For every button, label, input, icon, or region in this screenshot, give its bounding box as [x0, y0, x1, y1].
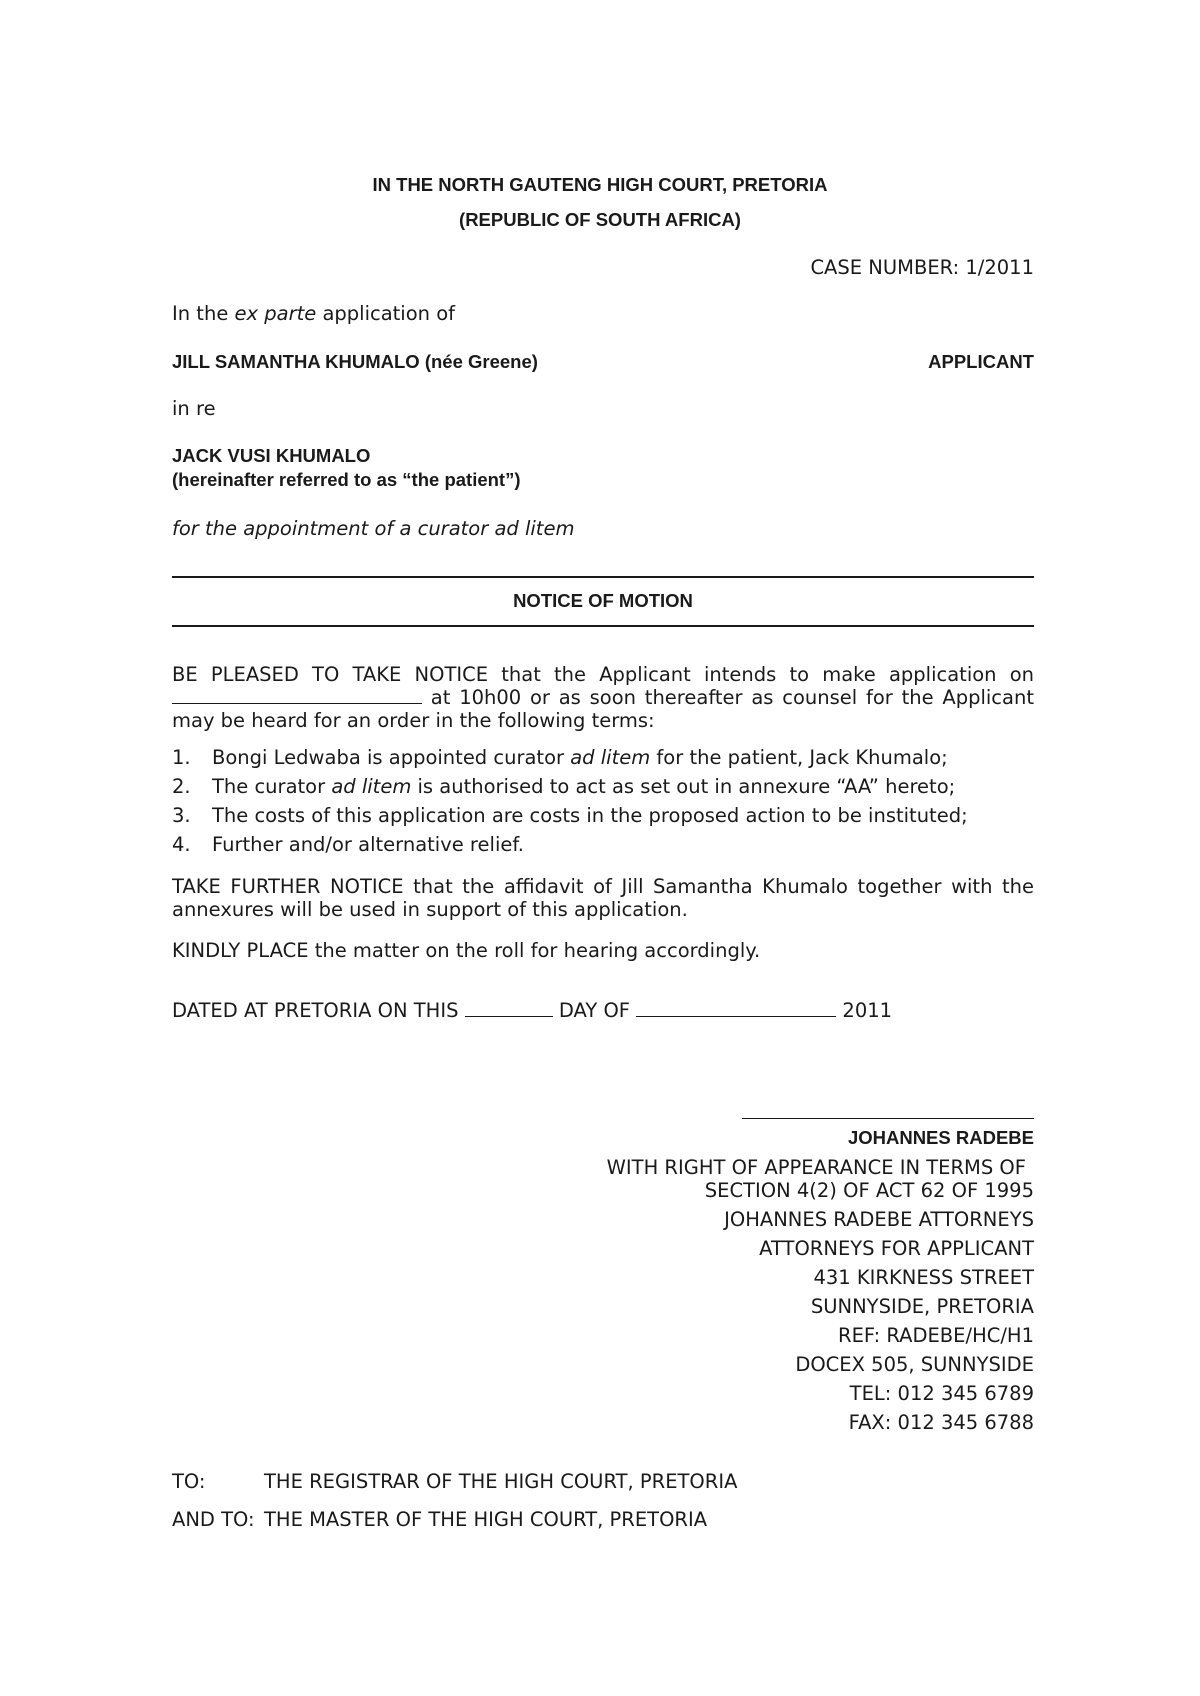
- dated-line: DATED AT PRETORIA ON THIS DAY OF 2011: [172, 999, 893, 1022]
- signature-line-2: SECTION 4(2) OF ACT 62 OF 1995: [704, 1179, 1034, 1202]
- notice-title: NOTICE OF MOTION: [513, 590, 693, 611]
- signature-line-1: WITH RIGHT OF APPEARANCE IN TERMS OF: [606, 1156, 1026, 1179]
- order-item-3: 3. The costs of this application are costs in the proposed action to be instituted;: [172, 804, 968, 827]
- recipient-value-2: THE MASTER OF THE HIGH COURT, PRETORIA: [264, 1508, 708, 1531]
- case-number: CASE NUMBER: 1/2011: [810, 256, 1034, 279]
- order-item-1: 1. Bongi Ledwaba is appointed curator ad litem for the patient, Jack Khumalo;: [172, 746, 948, 769]
- signature-line-10: FAX: 012 345 6788: [848, 1411, 1034, 1434]
- month-blank: [636, 1001, 836, 1017]
- date-blank: [172, 688, 422, 704]
- republic-heading: (REPUBLIC OF SOUTH AFRICA): [459, 209, 741, 230]
- recipient-value-1: THE REGISTRAR OF THE HIGH COURT, PRETORIA: [264, 1470, 738, 1493]
- further-notice-line-2: annexures will be used in support of this application.: [172, 898, 688, 921]
- notice-line-1: BE PLEASED TO TAKE NOTICE that the Applicant intends to make application on: [172, 663, 1034, 686]
- application-purpose: for the appointment of a curator ad litem: [172, 517, 575, 540]
- notice-line-3: may be heard for an order in the following terms:: [172, 709, 655, 732]
- applicant-name: JILL SAMANTHA KHUMALO (née Greene): [172, 351, 538, 372]
- signature-line-9: TEL: 012 345 6789: [849, 1382, 1034, 1405]
- title-rule-bottom: [172, 625, 1034, 627]
- signature-line-5: 431 KIRKNESS STREET: [813, 1266, 1034, 1289]
- day-blank: [465, 1001, 553, 1017]
- application-intro: In the ex parte application of: [172, 302, 456, 325]
- signature-line-4: ATTORNEYS FOR APPLICANT: [759, 1237, 1034, 1260]
- signature-line-8: DOCEX 505, SUNNYSIDE: [795, 1353, 1034, 1376]
- order-item-4: 4. Further and/or alternative relief.: [172, 833, 524, 856]
- title-rule-top: [172, 576, 1034, 578]
- court-heading: IN THE NORTH GAUTENG HIGH COURT, PRETORIA: [372, 174, 828, 195]
- further-notice-line-1: TAKE FURTHER NOTICE that the affidavit of Jill Samantha Khumalo together with the: [172, 875, 1034, 898]
- in-re: in re: [172, 397, 216, 420]
- notice-line-2: at 10h00 or as soon thereafter as counsel for the Applicant: [172, 686, 1034, 709]
- signatory-name: JOHANNES RADEBE: [847, 1127, 1034, 1148]
- recipient-label-1: TO:: [172, 1470, 206, 1493]
- patient-name: JACK VUSI KHUMALO: [172, 445, 371, 466]
- signature-line: [742, 1118, 1034, 1119]
- recipient-label-2: AND TO:: [172, 1508, 255, 1531]
- signature-line-7: REF: RADEBE/HC/H1: [838, 1324, 1034, 1347]
- applicant-label: APPLICANT: [928, 351, 1034, 372]
- patient-reference: (hereinafter referred to as “the patient”): [172, 469, 521, 490]
- kindly-place: KINDLY PLACE the matter on the roll for hearing accordingly.: [172, 939, 761, 962]
- signature-line-3: JOHANNES RADEBE ATTORNEYS: [724, 1208, 1034, 1231]
- order-item-2: 2. The curator ad litem is authorised to act as set out in annexure “AA” hereto;: [172, 775, 956, 798]
- signature-line-6: SUNNYSIDE, PRETORIA: [810, 1295, 1034, 1318]
